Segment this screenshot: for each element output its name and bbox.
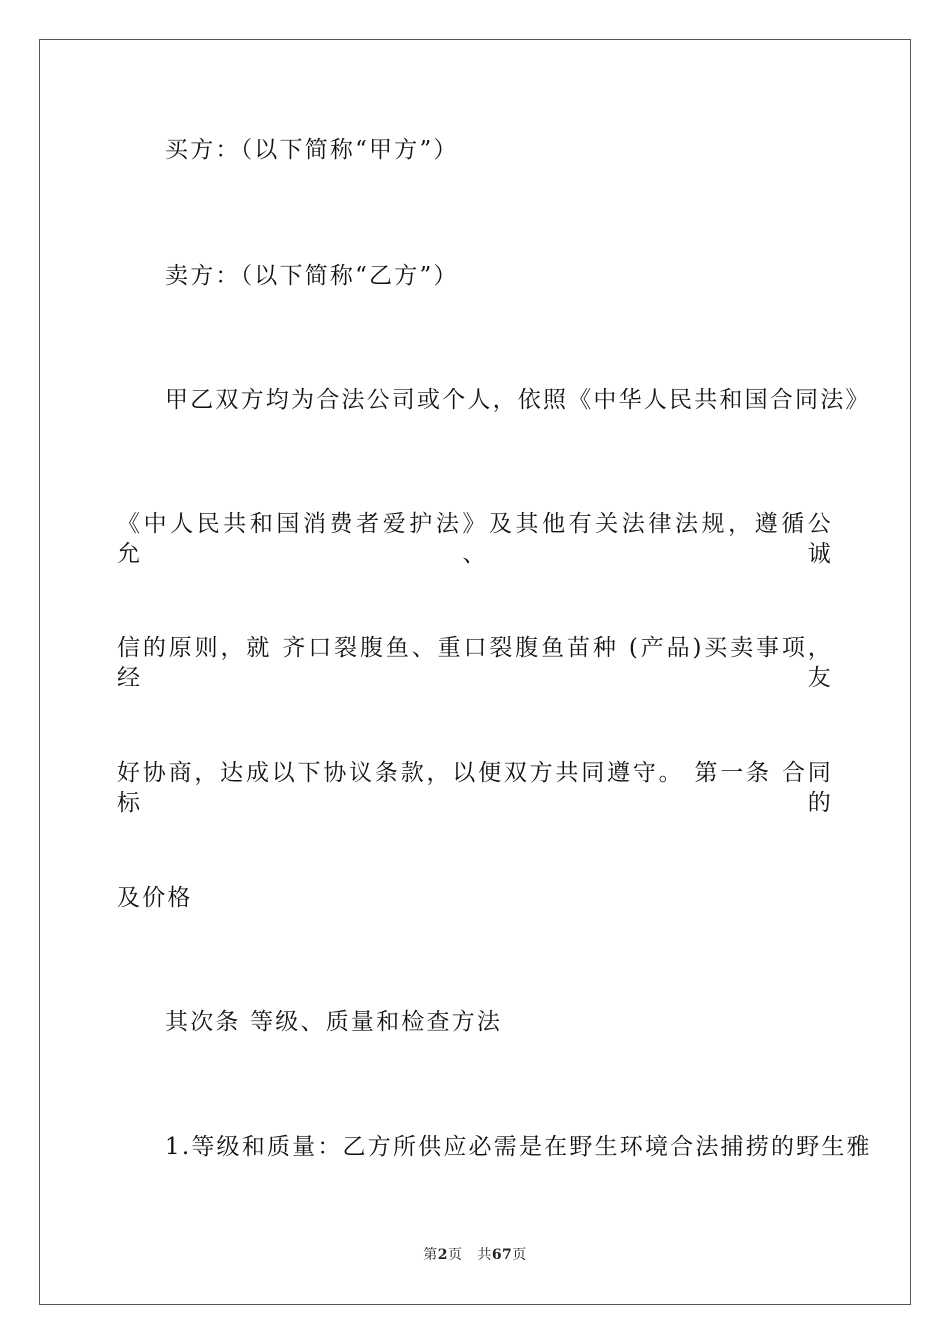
body-paragraph-line-5: 及价格 [117, 885, 193, 911]
body-paragraph-line-3: 信的原则，就 齐口裂腹鱼、重口裂腹鱼苗种 (产品)买卖事项，经友 [117, 635, 833, 691]
footer-page-number: 2 [437, 1247, 448, 1263]
clause-1-line: 1.等级和质量：乙方所供应必需是在野生环境合法捕捞的野生雅 [165, 1134, 872, 1160]
footer-prefix: 第 [423, 1247, 438, 1263]
page-footer [0, 1246, 950, 1264]
footer-total-pages: 67 [491, 1247, 513, 1263]
body-paragraph-line-2: 《中人民共和国消费者爱护法》及其他有关法律法规，遵循公允、诚 [117, 511, 833, 567]
footer-total-suffix: 页 [512, 1247, 527, 1263]
section-heading-2: 其次条 等级、质量和检查方法 [165, 1009, 503, 1035]
seller-line: 卖方：（以下简称“乙方”） [165, 263, 459, 289]
footer-page-suffix: 页 [447, 1247, 463, 1263]
body-paragraph-line-4: 好协商，达成以下协议条款，以便双方共同遵守。 第一条 合同标的 [117, 760, 833, 816]
body-paragraph-line-1: 甲乙双方均为合法公司或个人，依照《中华人民共和国合同法》 [165, 387, 871, 413]
buyer-line: 买方：（以下简称“甲方”） [165, 137, 459, 163]
footer-total-prefix: 共 [477, 1247, 492, 1263]
